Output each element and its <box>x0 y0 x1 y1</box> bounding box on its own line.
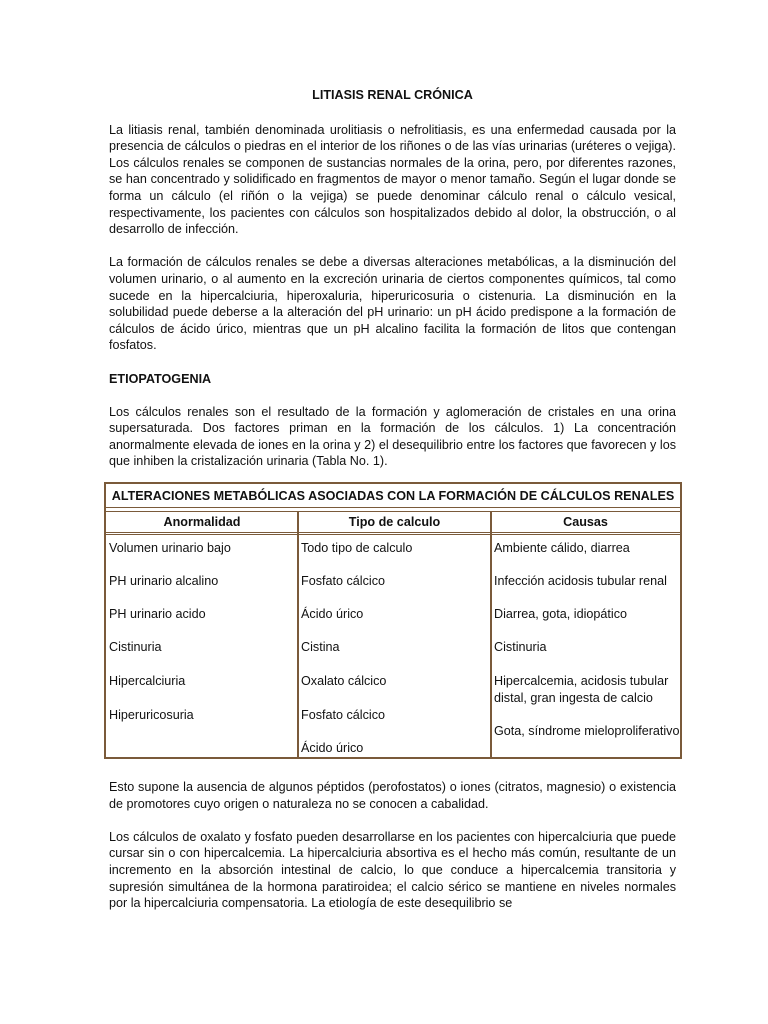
table-cell: Cistinuria <box>494 640 547 654</box>
table-cell: Todo tipo de calculo <box>301 541 413 555</box>
table-cell: Gota, síndrome mieloproliferativo <box>494 724 680 738</box>
table-cell: Fosfato cálcico <box>301 708 385 722</box>
table-title: ALTERACIONES METABÓLICAS ASOCIADAS CON LA FORMACIÓN DE CÁLCULOS RENALES <box>106 484 680 508</box>
paragraph-etiopatogenia: Los cálculos renales son el resultado de la formación y aglomeración de cristales en una orina supersaturada. Dos factores priman en la formación de los cálculos. 1) La concentración anormalmente elevada de iones en la orina y 2) el desequilibrio entre los factores que favorecen y los que inhiben la cristalización urinaria (Tabla No. 1). <box>109 404 676 469</box>
table-cell: PH urinario alcalino <box>109 574 219 588</box>
table-cell: Hiperuricosuria <box>109 708 194 722</box>
table-cell: Fosfato cálcico <box>301 574 385 588</box>
table-cell: Diarrea, gota, idiopático <box>494 607 628 621</box>
table-cell: Cistinuria <box>109 640 162 654</box>
table-cell: Infección acidosis tubular renal <box>494 574 667 588</box>
paragraph-intro: La litiasis renal, también denominada urolitiasis o nefrolitiasis, es una enfermedad causada por la presencia de cálculos o piedras en el interior de los riñones o de las vías urinarias (uréteres o vejiga). Los cálculos renales se componen de sustancias normales de la orina, pero, por diferentes razones, se han concentrado y solidificado en fragmentos de mayor o menor tamaño. Según el lugar donde se forma un cálculo (el riñón o la vejiga) se puede denominar cálculo renal o cálculo vesical, respectivamente, los pacientes con cálculos son hospitalizados debido al dolor, la obstrucción, o al desarrollo de infección. <box>109 122 676 237</box>
table-column-divider <box>490 511 492 757</box>
document-title: LITIASIS RENAL CRÓNICA <box>312 88 473 102</box>
section-heading-etiopatogenia: ETIOPATOGENIA <box>109 371 212 386</box>
table-cell: PH urinario acido <box>109 607 206 621</box>
table-cell: Volumen urinario bajo <box>109 541 231 555</box>
table-column-divider <box>297 511 299 757</box>
paragraph-peptides: Esto supone la ausencia de algunos péptidos (perofostatos) o iones (citratos, magnesio) o existencia de promotores cuyo origen o naturaleza no se conocen a cabalidad. <box>109 780 676 811</box>
paragraph-formation: La formación de cálculos renales se debe a diversas alteraciones metabólicas, a la disminución del volumen urinario, o al aumento en la excreción urinaria de ciertos componentes químicos, tal como sucede en la hipercalciuria, hiperoxaluria, hiperuricosuria o cistenuria. La disminución en la solubilidad puede deberse a la alteración del pH urinario: un pH ácido predispone a la formación de cálculos de ácido úrico, mientras que un pH alcalino facilita la formación de litos que contengan fosfatos. <box>109 255 676 353</box>
table-cell: Ácido úrico <box>301 607 364 621</box>
table-header-causas: Causas <box>563 515 608 529</box>
paragraph-oxalate: Los cálculos de oxalato y fosfato pueden desarrollarse en los pacientes con hipercalciuria que puede cursar sin o con hipercalcemia. La hipercalciuria absortiva es el hecho más común, resultante de un incremento en la absorción intestinal de calcio, lo que conduce a hipercalcemia transitoria y supresión simultánea de la hormona paratiroidea; el calcio sérico se mantiene en niveles normales por la hipercalciuria compensatoria. La etiología de este desequilibrio se <box>109 829 676 911</box>
table-header-tipo: Tipo de calculo <box>348 515 441 529</box>
table-cell: Hipercalcemia, acidosis tubular distal, gran ingesta de calcio <box>494 674 669 705</box>
table-cell: Oxalato cálcico <box>301 674 387 688</box>
table-header-anormalidad: Anormalidad <box>163 515 241 529</box>
metabolic-alterations-table <box>104 482 682 759</box>
table-cell: Ambiente cálido, diarrea <box>494 541 630 555</box>
table-cell: Cistina <box>301 640 340 654</box>
document-body <box>109 87 676 487</box>
table-cell: Ácido úrico <box>301 741 364 755</box>
table-header-row <box>106 511 680 535</box>
table-cell: Hipercalciuria <box>109 674 186 688</box>
document-body-continued <box>109 779 676 928</box>
